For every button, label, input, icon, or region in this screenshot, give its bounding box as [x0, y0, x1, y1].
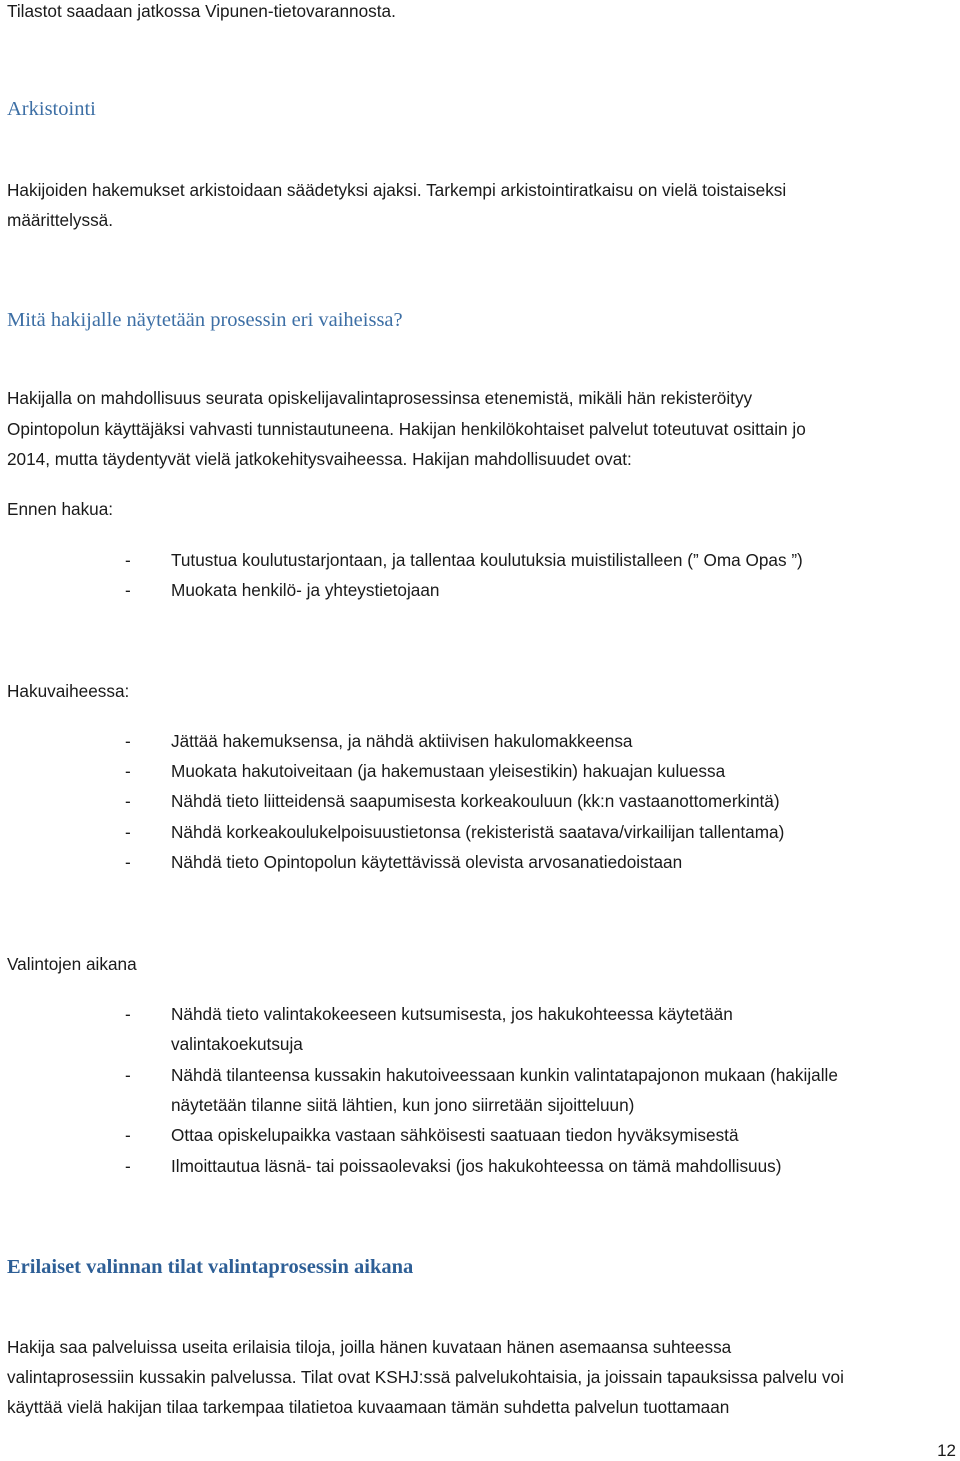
paragraph-line: Opintopolun käyttäjäksi vahvasti tunnistautuneena. Hakijan henkilökohtaiset palvelut toteutuvat osittain jo: [7, 419, 806, 439]
list-item: Ottaa opiskelupaikka vastaan sähköisesti saatuaan tiedon hyväksymisestä: [171, 1125, 739, 1145]
bullet-dash: -: [125, 1065, 131, 1085]
bullet-dash: -: [125, 580, 131, 600]
bullet-dash: -: [125, 550, 131, 570]
paragraph-line: valintaprosessiin kussakin palvelussa. Tilat ovat KSHJ:ssä palvelukohtaisia, ja joissain tapauksissa palvelu voi: [7, 1367, 844, 1387]
bullet-dash: -: [125, 1125, 131, 1145]
paragraph-line: Hakija saa palveluissa useita erilaisia tiloja, joilla hänen kuvataan hänen asemaansa suhteessa: [7, 1337, 732, 1357]
list-item: Nähdä tieto valintakokeeseen kutsumisesta, jos hakukohteessa käytetään: [171, 1004, 733, 1024]
list-item: Ilmoittautua läsnä- tai poissaolevaksi (jos hakukohteessa on tämä mahdollisuus): [171, 1156, 782, 1176]
bullet-dash: -: [125, 852, 131, 872]
list-item: Muokata hakutoiveitaan (ja hakemustaan yleisestikin) hakuajan kuluessa: [171, 761, 726, 781]
list-item: Nähdä tieto liitteidensä saapumisesta korkeakouluun (kk:n vastaanottomerkintä): [171, 791, 780, 811]
page-number: 12: [937, 1441, 956, 1460]
list-item-continuation: valintakoekutsuja: [171, 1034, 303, 1054]
paragraph-line: Hakijalla on mahdollisuus seurata opiskelijavalintaprosessinsa etenemistä, mikäli hän rekisteröityy: [7, 388, 753, 408]
paragraph-line: käyttää vielä hakijan tilaa tarkempaa tilatietoa kuvaamaan tämän suhdetta palvelun tuottamaan: [7, 1397, 730, 1417]
bullet-dash: -: [125, 822, 131, 842]
list-item: Jättää hakemuksensa, ja nähdä aktiivisen hakulomakkeensa: [171, 731, 633, 751]
label-hakuvaiheessa: Hakuvaiheessa:: [7, 681, 130, 701]
heading-mita-hakijalle: Mitä hakijalle näytetään prosessin eri vaiheissa?: [7, 309, 403, 331]
bullet-dash: -: [125, 791, 131, 811]
list-item: Nähdä korkeakoulukelpoisuustietonsa (rekisteristä saatava/virkailijan tallentama): [171, 822, 785, 842]
bullet-dash: -: [125, 1156, 131, 1176]
list-item: Tutustua koulutustarjontaan, ja tallentaa koulutuksia muistilistalleen (” Oma Opas ”): [171, 550, 803, 570]
list-item: Nähdä tieto Opintopolun käytettävissä olevista arvosanatiedoistaan: [171, 852, 683, 872]
heading-erilaiset-valinnan-tilat: Erilaiset valinnan tilat valintaprosessin aikana: [7, 1256, 414, 1278]
label-ennen-hakua: Ennen hakua:: [7, 499, 114, 519]
list-item: Muokata henkilö- ja yhteystietojaan: [171, 580, 440, 600]
bullet-dash: -: [125, 1004, 131, 1024]
paragraph-line: Hakijoiden hakemukset arkistoidaan säädetyksi ajaksi. Tarkempi arkistointiratkaisu on vielä toistaiseksi: [7, 180, 787, 200]
bullet-dash: -: [125, 731, 131, 751]
paragraph-line: 2014, mutta täydentyvät vielä jatkokehitysvaiheessa. Hakijan mahdollisuudet ovat:: [7, 449, 632, 469]
list-item-continuation: näytetään tilanne siitä lähtien, kun jono siirretään sijoitteluun): [171, 1095, 635, 1115]
intro-text: Tilastot saadaan jatkossa Vipunen-tietovarannosta.: [7, 1, 396, 21]
bullet-dash: -: [125, 761, 131, 781]
label-valintojen-aikana: Valintojen aikana: [7, 954, 137, 974]
paragraph-line: määrittelyssä.: [7, 210, 114, 230]
list-item: Nähdä tilanteensa kussakin hakutoiveessaan kunkin valintatapajonon mukaan (hakijalle: [171, 1065, 838, 1085]
heading-arkistointi: Arkistointi: [7, 98, 96, 120]
